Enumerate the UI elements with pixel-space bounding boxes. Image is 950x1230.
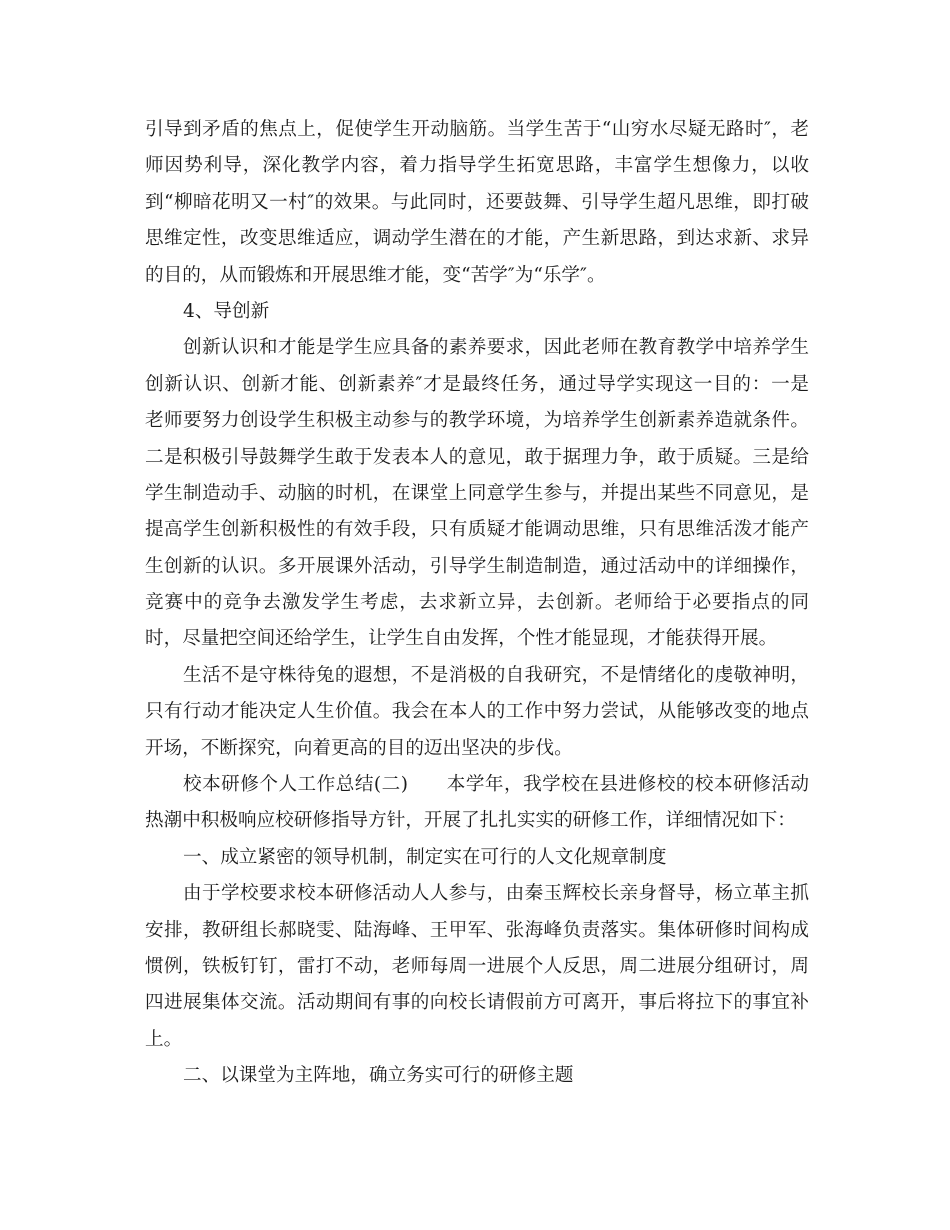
text-line: 创新认识、创新才能、创新素养″才是最终任务，通过导学实现这一目的：一是 — [145, 373, 809, 395]
text-line: 惯例，铁板钉钉，雷打不动，老师每周一进展个人反思，周二进展分组研讨，周 — [145, 955, 809, 977]
section-heading: 二、以课堂为主阵地，确立务实可行的研修主题 — [183, 1065, 574, 1087]
text-line: 师因势利导，深化教学内容，着力指导学生拓宽思路，丰富学生想像力，以收 — [145, 155, 809, 177]
text-line: 提高学生创新积极性的有效手段，只有质疑才能调动思维，只有思维活泼才能产 — [145, 519, 809, 541]
text-line: 思维定性，改变思维适应，调动学生潜在的才能，产生新思路，到达求新、求异 — [145, 228, 809, 250]
text-line: 只有行动才能决定人生价值。我会在本人的工作中努力尝试，从能够改变的地点 — [145, 701, 809, 723]
text-line: 热潮中积极响应校研修指导方针，开展了扎扎实实的研修工作，详细情况如下： — [145, 810, 796, 832]
section-heading: 4、导创新 — [183, 300, 270, 322]
text-line: 老师要努力创设学生积极主动参与的教学环境，为培养学生创新素养造就条件。 — [145, 410, 809, 432]
text-line: 竞赛中的竞争去激发学生考虑，去求新立异，去创新。老师给于必要指点的同 — [145, 592, 809, 614]
text-line: 上。 — [145, 1028, 183, 1050]
text-line: 安排，教研组长郝晓雯、陆海峰、王甲军、张海峰负责落实。集体研修时间构成 — [145, 919, 809, 941]
text-line: 创新认识和才能是学生应具备的素养要求，因此老师在教育教学中培养学生 — [183, 337, 809, 359]
text-line: 的目的，从而锻炼和开展思维才能，变“苦学″为“乐学″。 — [145, 264, 606, 286]
text-line: 引导到矛盾的焦点上，促使学生开动脑筋。当学生苦于“山穷水尽疑无路时″，老 — [145, 119, 809, 140]
section-heading: 一、成立紧密的领导机制，制定实在可行的人文化规章制度 — [183, 846, 667, 868]
text-line: 二是积极引导鼓舞学生敢于发表本人的意见，敢于据理力争，敢于质疑。三是给 — [145, 446, 809, 468]
text-line: 生活不是守株待兔的遐想，不是消极的自我研究，不是情绪化的虔敬神明， — [183, 664, 809, 686]
document-body — [145, 112, 809, 1095]
text-line: 开场，不断探究，向着更高的目的迈出坚决的步伐。 — [145, 737, 573, 759]
text-line: 四进展集体交流。活动期间有事的向校长请假前方可离开，事后将拉下的事宜补 — [145, 992, 809, 1014]
text-line: 生创新的认识。多开展课外活动，引导学生制造制造，通过活动中的详细操作， — [145, 555, 809, 577]
text-line: 学生制造动手、动脑的时机，在课堂上同意学生参与，并提出某些不同意见，是 — [145, 482, 809, 504]
text-line: 由于学校要求校本研修活动人人参与，由秦玉辉校长亲身督导，杨立革主抓 — [183, 883, 809, 905]
text-line: 校本研修个人工作总结(二) 本学年，我学校在县进修校的校本研修活动 — [183, 774, 809, 796]
text-line: 时，尽量把空间还给学生，让学生自由发挥，个性才能显现，才能获得开展。 — [145, 628, 778, 650]
text-line: 到“柳暗花明又一村″的效果。与此同时，还要鼓舞、引导学生超凡思维，即打破 — [145, 191, 809, 213]
